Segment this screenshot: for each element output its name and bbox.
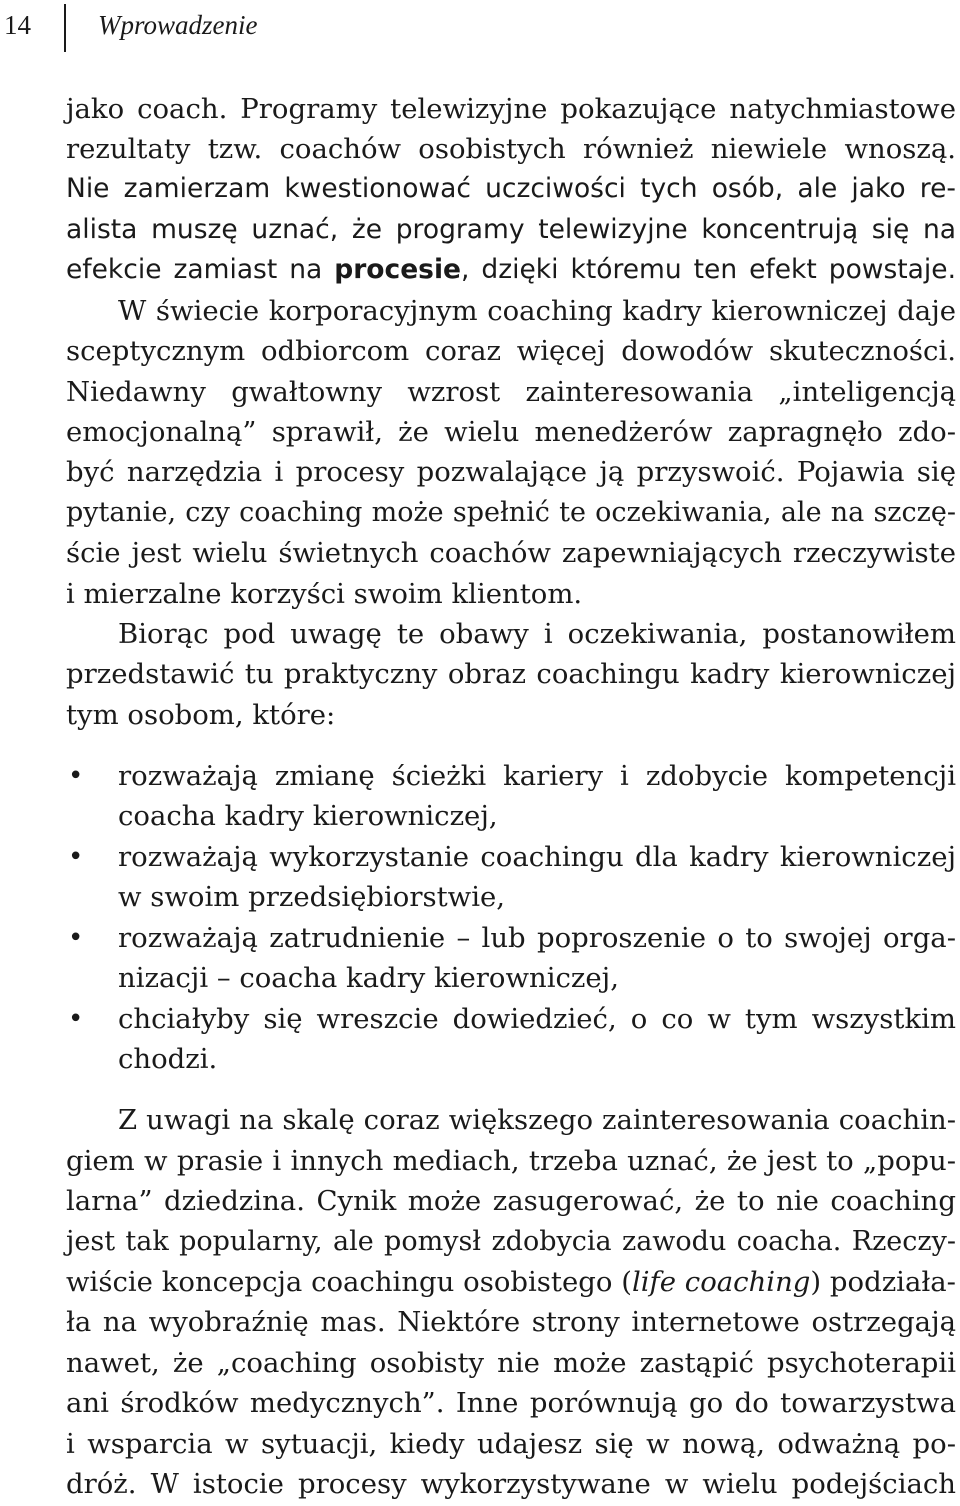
list-item-text: w swoim przedsiębiorstwie, bbox=[118, 881, 506, 913]
list-item-text: rozważają wykorzystanie coachingu dla kadry kierowniczej bbox=[118, 841, 956, 873]
text-span: wiście koncepcja coachingu osobistego ( bbox=[66, 1266, 632, 1298]
list-item-text: coacha kadry kierowniczej, bbox=[118, 800, 498, 832]
text-line: Niedawny gwałtowny wzrost zainteresowania „inteligencją bbox=[66, 376, 956, 408]
text-line: emocjonalną” sprawił, że wielu menedżerów zapragnęło zdo- bbox=[66, 416, 956, 448]
text-line: nawet, że „coaching osobisty nie może zastąpić psychoterapii bbox=[66, 1347, 956, 1379]
text-line: alista muszę uznać, że programy telewizyjne koncentrują się na bbox=[66, 214, 956, 245]
text-line: Z uwagi na skalę coraz większego zainteresowania coachin- bbox=[118, 1104, 956, 1136]
bullet-marker: • bbox=[68, 842, 84, 872]
list-item-text: rozważają zatrudnienie – lub poproszenie o to swojej orga- bbox=[118, 922, 956, 954]
italic-term: life coaching bbox=[631, 1266, 811, 1298]
list-item-text: rozważają zmianę ścieżki kariery i zdobycie kompetencji bbox=[118, 760, 956, 792]
text-line: pytanie, czy coaching może spełnić te oczekiwania, ale na szczę- bbox=[66, 497, 956, 528]
text-line: ani środków medycznych”. Inne porównują go do towarzystwa bbox=[66, 1387, 956, 1419]
text-line: ście jest wielu świetnych coachów zapewniających rzeczywiste bbox=[66, 537, 956, 569]
text-line: Biorąc pod uwagę te obawy i oczekiwania, postanowiłem bbox=[118, 618, 956, 650]
text-line: i wsparcia w sytuacji, kiedy udajesz się w nową, odważną po- bbox=[66, 1428, 956, 1460]
text-line: larna” dziedzina. Cynik może zasugerować, że to nie coaching bbox=[66, 1185, 956, 1217]
text-line: być narzędzia i procesy pozwalające ją przyswoić. Pojawia się bbox=[66, 456, 956, 488]
text-line: ła na wyobraźnię mas. Niektóre strony internetowe ostrzegają bbox=[66, 1306, 956, 1338]
text-line bbox=[66, 1262, 956, 1302]
page-header bbox=[0, 0, 960, 60]
list-item-text: nizacji – coacha kadry kierowniczej, bbox=[118, 962, 619, 994]
text-span: ) podziała- bbox=[810, 1266, 956, 1298]
bold-term: procesie bbox=[334, 254, 462, 285]
text-line: jest tak popularny, ale pomysł zdobycia zawodu coacha. Rzeczy- bbox=[66, 1226, 956, 1257]
text-line: W świecie korporacyjnym coaching kadry kierowniczej daje bbox=[118, 295, 956, 327]
header-divider bbox=[64, 4, 66, 52]
text-line: tym osobom, które: bbox=[66, 699, 336, 731]
text-line: jako coach. Programy telewizyjne pokazujące natychmiastowe bbox=[66, 93, 956, 125]
list-item-text: chodzi. bbox=[118, 1043, 218, 1075]
running-title: Wprowadzenie bbox=[98, 10, 258, 40]
bullet-marker: • bbox=[68, 923, 84, 953]
text-line: dróż. W istocie procesy wykorzystywane w wielu podejściach bbox=[66, 1468, 956, 1500]
text-span: efekcie zamiast na bbox=[66, 254, 335, 285]
bullet-marker: • bbox=[68, 761, 84, 791]
text-line: rezultaty tzw. coachów osobistych również niewiele wnoszą. bbox=[66, 133, 956, 165]
text-line: przedstawić tu praktyczny obraz coachingu kadry kierowniczej bbox=[66, 658, 956, 690]
text-span: , dzięki któremu ten efekt powstaje. bbox=[461, 254, 956, 285]
text-line: sceptycznym odbiorcom coraz więcej dowodów skuteczności. bbox=[66, 335, 956, 367]
text-line: giem w prasie i innych mediach, trzeba uznać, że jest to „popu- bbox=[66, 1145, 956, 1177]
text-line bbox=[66, 250, 956, 290]
page-number: 14 bbox=[4, 10, 31, 40]
text-line: i mierzalne korzyści swoim klientom. bbox=[66, 578, 583, 610]
text-line: Nie zamierzam kwestionować uczciwości tych osób, ale jako re- bbox=[66, 173, 956, 204]
bullet-marker: • bbox=[68, 1004, 84, 1034]
list-item-text: chciałyby się wreszcie dowiedzieć, o co w tym wszystkim bbox=[118, 1003, 956, 1035]
